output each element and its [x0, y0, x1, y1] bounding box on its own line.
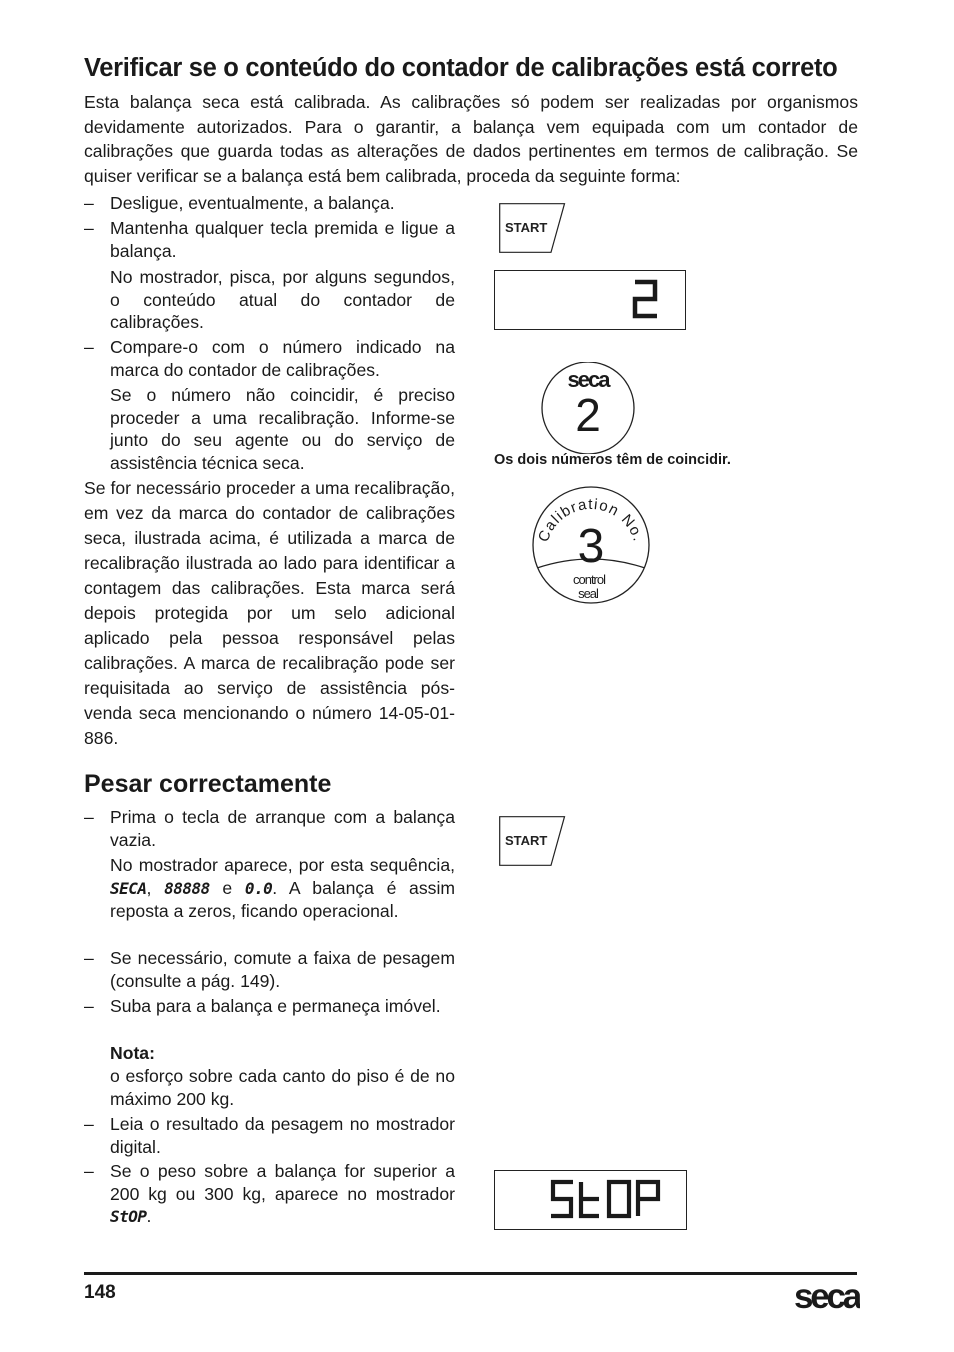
list-item-text: Desligue, eventualmente, a balança.	[110, 193, 395, 213]
seal-caption: Os dois números têm de coincidir.	[494, 452, 731, 468]
counter-display	[494, 270, 686, 330]
seg-seca: SECA	[110, 878, 147, 898]
counter-display-note: No mostrador, pisca, por alguns segundos, o conteúdo atual do contador de calibrações.	[110, 267, 455, 332]
list-item-text: Se o peso sobre a balança for superior a 200 kg ou 300 kg, aparece no mostrador StOP.	[110, 1161, 455, 1226]
list-dash: –	[84, 948, 94, 968]
seca-calibration-seal-icon	[540, 362, 636, 454]
footer-rule	[84, 1272, 857, 1275]
calibration-number: 3	[577, 520, 605, 573]
seven-segment-digit	[495, 271, 685, 329]
list-item	[84, 1113, 455, 1158]
list-item-text: Se necessário, comute a faixa de pesagem (consulte a pág. 149).	[110, 948, 455, 991]
intro-paragraph: Esta balança seca está calibrada. As calibrações só podem ser realizadas por organismos devidamente autorizados. Para o garantir, a balança vem equipada com um contador de calibrações que guarda todas as alterações de dados pertinentes em termos de calibração. Se quiser verificar se a balança está bem calibrada, proceda da seguinte forma:	[84, 92, 858, 186]
seal-number: 2	[575, 389, 601, 441]
list-dash: –	[84, 996, 94, 1016]
start-key-label: START	[505, 220, 548, 235]
seca-logo-text: seca	[793, 1277, 859, 1316]
display-sequence-note: No mostrador aparece, por esta sequência, SECA, 88888 e 0.0. A balança é assim reposta a zeros, ficando operacional.	[110, 855, 456, 921]
note-text: o esforço sobre cada canto do piso é de no máximo 200 kg.	[110, 1066, 455, 1109]
page-number: 148	[84, 1282, 116, 1303]
list-dash: –	[84, 1114, 94, 1134]
list-dash: –	[84, 1161, 94, 1181]
seal-brand: seca	[567, 367, 609, 392]
list-item-text: Compare-o com o número indicado na marca do contador de calibrações.	[110, 337, 455, 380]
list-item	[84, 336, 455, 381]
section-title-calibration: Verificar se o conteúdo do contador de calibrações está correto	[84, 54, 838, 82]
list-item	[84, 192, 455, 215]
list-dash: –	[84, 193, 94, 213]
seca-logo	[778, 1272, 860, 1316]
calibration-control: control	[572, 572, 606, 587]
list-item	[84, 217, 455, 262]
list-dash: –	[84, 218, 94, 238]
list-dash: –	[84, 807, 94, 827]
seven-segment-stop	[495, 1171, 686, 1229]
mismatch-note: Se o número não coincidir, é preciso proceder a uma recalibração. Informe-se junto do seu agente ou do serviço de assistência técnica seca.	[110, 385, 455, 473]
list-item	[84, 995, 455, 1018]
list-dash: –	[84, 337, 94, 357]
start-key-icon	[499, 203, 569, 253]
calibration-ring-text: Calibration No.	[534, 496, 648, 545]
list-item	[84, 806, 455, 851]
stop-display	[494, 1170, 687, 1230]
note-label: Nota:	[110, 1043, 155, 1063]
list-item	[84, 947, 455, 992]
seg-88888: 88888	[164, 878, 210, 898]
recalibration-paragraph: Se for necessário proceder a uma recalibração, em vez da marca do contador de calibrações seca, ilustrada acima, é utilizada a marca de recalibração ilustrada ao lado para identificar a contagem das calibrações. Esta marca será depois protegida por um selo adicional aplicado pela pessoa responsável pelas calibrações. A marca de recalibração pode ser requisitada ao serviço de assistência pós-venda seca mencionando o número 14-05-01-886.	[84, 478, 455, 748]
start-key-label: START	[505, 833, 548, 848]
start-key-icon	[499, 816, 569, 866]
list-item-text: Prima o tecla de arranque com a balança vazia.	[110, 807, 455, 850]
section-title-weighing: Pesar correctamente	[84, 770, 332, 798]
list-item-text: Suba para a balança e permaneça imóvel.	[110, 996, 441, 1016]
list-item-text: Leia o resultado da pesagem no mostrador digital.	[110, 1114, 455, 1157]
seg-stop: StOP	[110, 1207, 147, 1226]
list-item	[84, 1160, 455, 1229]
seg-zero: 0.0	[244, 878, 273, 898]
calibration-seal: seal	[578, 586, 598, 601]
recalibration-mark-icon	[530, 484, 652, 606]
list-item-text: Mantenha qualquer tecla premida e ligue a balança.	[110, 218, 455, 261]
